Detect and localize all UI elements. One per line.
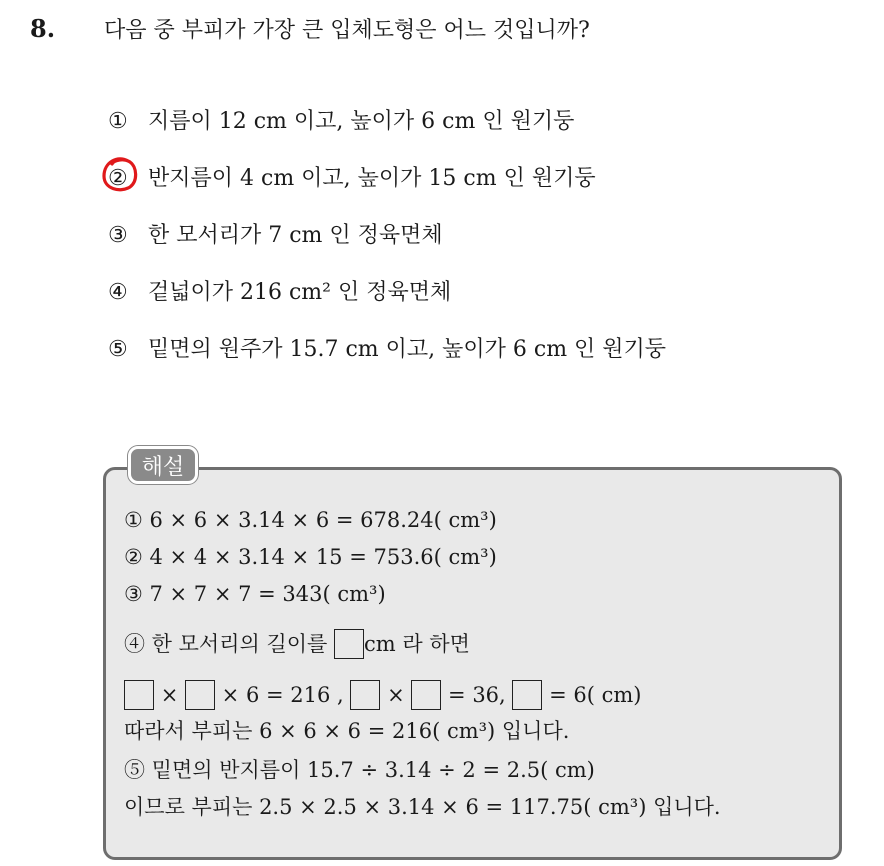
solution-line-4: [124, 628, 470, 659]
solution-line-1: ① 6 × 6 × 3.14 × 6 = 678.24( cm³): [124, 508, 497, 532]
solution-line-2: ② 4 × 4 × 3.14 × 15 = 753.6( cm³): [124, 545, 497, 569]
choice-text: 밑면의 원주가 15.7 cm 이고, 높이가 6 cm 인 원기둥: [148, 337, 667, 362]
equation-part: ×: [160, 683, 179, 707]
solution-line-3: ③ 7 × 7 × 7 = 343( cm³): [124, 582, 386, 606]
solution-line-8: 이므로 부피는 2.5 × 2.5 × 3.14 × 6 = 117.75( cm³) 입니다.: [124, 795, 721, 819]
blank-box: [124, 680, 154, 710]
choice-5: [108, 332, 666, 363]
equation-part: ×: [387, 683, 405, 707]
choice-number: ①: [108, 109, 128, 134]
equation-part: = 36,: [448, 683, 506, 707]
choice-number: ④: [108, 280, 128, 305]
blank-box: [512, 680, 542, 710]
blank-box: [411, 680, 441, 710]
solution-line-6: 따라서 부피는 6 × 6 × 6 = 216( cm³) 입니다.: [124, 719, 570, 743]
blank-box: [185, 680, 215, 710]
choice-4: [108, 275, 451, 306]
choice-text: 지름이 12 cm 이고, 높이가 6 cm 인 원기둥: [148, 109, 575, 134]
solution-line-7: ⑤ 밑면의 반지름이 15.7 ÷ 3.14 ÷ 2 = 2.5( cm): [124, 758, 595, 782]
equation-part: = 6( cm): [549, 683, 642, 707]
solution-label: 해설: [128, 446, 198, 484]
blank-box: [350, 680, 380, 710]
choice-text: 한 모서리가 7 cm 인 정육면체: [148, 223, 443, 248]
choice-number: ③: [108, 223, 128, 248]
choice-1: [108, 104, 574, 135]
blank-box: [334, 629, 364, 659]
choice-text: 겉넓이가 216 cm² 인 정육면체: [148, 280, 452, 305]
choice-number: ②: [108, 166, 128, 191]
question-number: 8.: [30, 14, 56, 43]
solution-line-5: [124, 680, 641, 710]
choice-2: [108, 161, 596, 192]
question-text: 다음 중 부피가 가장 큰 입체도형은 어느 것입니까?: [104, 18, 590, 43]
equation-part: × 6 = 216 ,: [221, 683, 344, 707]
choice-3: [108, 218, 443, 249]
solution-line-4-end: cm 라 하면: [364, 632, 470, 656]
choice-number: ⑤: [108, 337, 128, 362]
answer-circle-mark: [100, 156, 140, 194]
solution-line-4-start: ④ 한 모서리의 길이를: [124, 632, 328, 656]
choice-text: 반지름이 4 cm 이고, 높이가 15 cm 인 원기둥: [148, 166, 596, 191]
